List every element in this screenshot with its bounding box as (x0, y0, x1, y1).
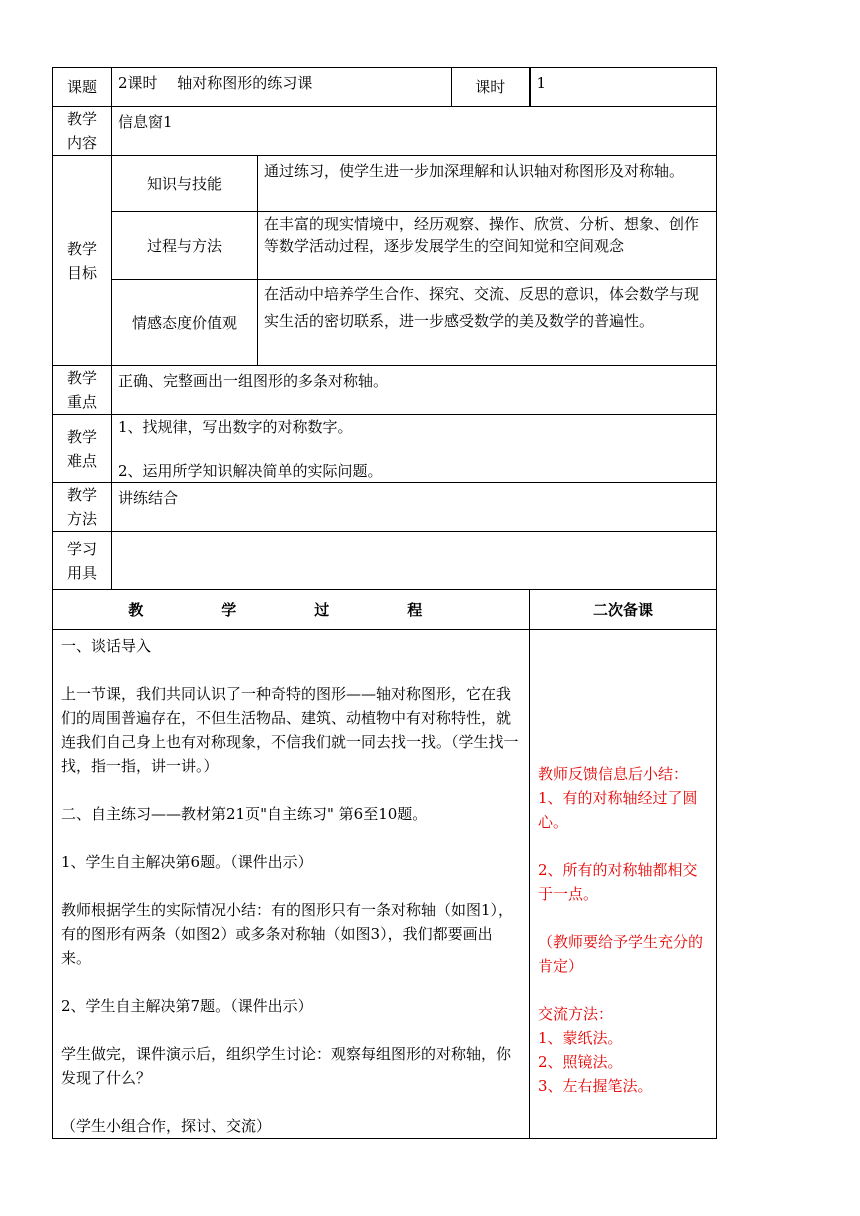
topic-value: 2课时 轴对称图形的练习课 (112, 68, 452, 107)
tools-row (53, 532, 717, 590)
content-row (53, 107, 717, 156)
periods-label: 课时 (452, 68, 530, 107)
goal-row-knowledge (53, 156, 717, 212)
difficulty-item-2: 2、运用所学知识解决简单的实际问题。 (118, 462, 383, 480)
key-points-text: 正确、完整画出一组图形的多条对称轴。 (112, 366, 717, 415)
note-item-1: 1、有的对称轴经过了圆心。 (538, 789, 698, 831)
goal-attitude-label: 情感态度价值观 (112, 280, 258, 366)
process-task-6: 1、学生自主解决第6题。（课件出示） (61, 853, 313, 871)
tools-label: 学习 用具 (53, 532, 112, 590)
goal-knowledge-label: 知识与技能 (112, 156, 258, 212)
goals-label: 教学 目标 (53, 156, 112, 366)
note-method-3: 3、左右握笔法。 (538, 1077, 653, 1095)
periods-value: 1 (530, 68, 717, 107)
goal-attitude-text: 在活动中培养学生合作、探究、交流、反思的意识，体会数学与现实生活的密切联系，进一步感受数学的美及数学的普遍性。 (258, 280, 717, 366)
note-method-2: 2、照镜法。 (538, 1053, 623, 1071)
process-task-7-discussion: 学生做完，课件演示后，组织学生讨论：观察每组图形的对称轴，你发现了什么？ (61, 1045, 512, 1087)
second-prep-header: 二次备课 (530, 590, 717, 630)
process-content (53, 630, 530, 1139)
note-methods-title: 交流方法： (538, 1005, 614, 1023)
process-task-6-summary: 教师根据学生的实际情况小结：有的图形只有一条对称轴（如图1），有的图形有两条（如图2）或多条对称轴（如图3），我们都要画出来。 (61, 901, 514, 967)
method-text: 讲练结合 (112, 483, 717, 532)
topic-row (53, 68, 717, 107)
process-group-work: （学生小组合作，探讨、交流） (61, 1117, 272, 1135)
method-row (53, 483, 717, 532)
tools-text (112, 532, 717, 590)
process-header-row (53, 590, 717, 630)
process-body-row (53, 630, 717, 1139)
process-section-practice: 二、自主练习——教材第21页"自主练习" 第6至10题。 (61, 805, 428, 823)
process-header-text: 教 学 过 程 (128, 600, 454, 619)
method-label: 教学 方法 (53, 483, 112, 532)
second-prep-notes (530, 630, 717, 1139)
topic-label: 课题 (53, 68, 112, 107)
note-method-1: 1、蒙纸法。 (538, 1029, 623, 1047)
key-points-row (53, 366, 717, 415)
content-label: 教学 内容 (53, 107, 112, 156)
note-affirm: （教师要给予学生充分的肯定） (538, 933, 704, 975)
goal-row-attitude (53, 280, 717, 366)
goal-row-process (53, 212, 717, 280)
note-item-2: 2、所有的对称轴都相交于一点。 (538, 861, 698, 903)
process-task-7: 2、学生自主解决第7题。（课件出示） (61, 997, 313, 1015)
process-header (53, 590, 530, 630)
goal-process-text: 在丰富的现实情境中，经历观察、操作、欣赏、分析、想象、创作等数学活动过程，逐步发展学生的空间知觉和空间观念 (258, 212, 717, 280)
content-value: 信息窗1 (112, 107, 717, 156)
lesson-plan-table (52, 67, 717, 1139)
process-intro-text: 上一节课，我们共同认识了一种奇特的图形——轴对称图形，它在我们的周围普遍存在，不但生活物品、建筑、动植物中有对称特性，就连我们自己身上也有对称现象，不信我们就一同去找一找。（学生找一找，指一指，讲一讲。） (61, 685, 519, 775)
process-section-intro: 一、谈话导入 (61, 637, 152, 655)
goal-process-label: 过程与方法 (112, 212, 258, 280)
goal-knowledge-text: 通过练习，使学生进一步加深理解和认识轴对称图形及对称轴。 (258, 156, 717, 212)
difficulties-row (53, 415, 717, 483)
difficulty-item-1: 1、找规律，写出数字的对称数字。 (118, 418, 353, 436)
note-summary-title: 教师反馈信息后小结： (538, 765, 689, 783)
difficulties-label: 教学 难点 (53, 415, 112, 483)
key-points-label: 教学 重点 (53, 366, 112, 415)
difficulties-cell (112, 415, 717, 483)
